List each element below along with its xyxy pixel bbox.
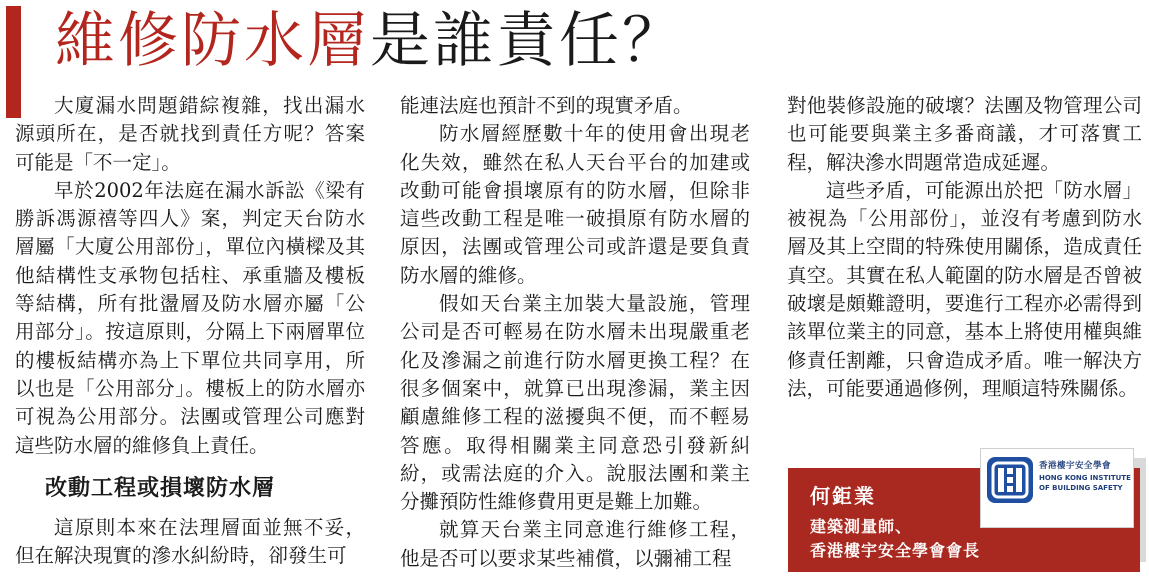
author-name: 何鉅業 — [810, 484, 876, 508]
institute-name — [1039, 461, 1131, 493]
paragraph: 假如天台業主加裝大量設施，管理公司是否可輕易在防水層未出現嚴重老化及滲漏之前進行防水層更換工程？在很多個案中，就算已出現滲漏，業主因顧慮維修工程的滋擾與不便，而不輕易答應。取得相關業主同意恐引發新糾紛，或需法庭的介入。說服法團和業主分攤預防性維修費用更是難上加難。 — [400, 292, 750, 514]
paragraph: 防水層經歷數十年的使用會出現老化失效，雖然在私人天台平台的加建或改動可能會損壞原有的防水層，但除非這些改動工程是唯一破損原有防水層的原因，法團或管理公司或許還是要負責防水層的維修。 — [400, 122, 750, 287]
paragraph: 大廈漏水問題錯綜複雜，找出漏水源頭所在，是否就找到責任方呢？答案可能是「不一定」。 — [15, 94, 365, 174]
paragraph: 這原則本來在法理層面並無不妥，但在解決現實的滲水糾紛時，卻發生可 — [15, 515, 365, 568]
institute-logo-card — [980, 448, 1134, 528]
institute-name-en-2: OF BUILDING SAFETY — [1039, 484, 1123, 492]
paragraph: 能連法庭也預計不到的現實矛盾。 — [400, 94, 693, 117]
institute-name-cn: 香港樓宇安全學會 — [1039, 461, 1112, 471]
paragraph: 這些矛盾，可能源出於把「防水層」被視為「公用部份」，並沒有考慮到防水層及其上空間的特殊使用關係，造成責任真空。其實在私人範圍的防水層是否曾被破壞是頗難證明，要進行工程亦必需得到該單位業主的同意，基本上將使用權與維修責任割離，只會造成矛盾。唯一解決方法，可能要通過修例，理順這特殊關係。 — [787, 178, 1142, 400]
author-title-line-2: 香港樓宇安全學會會長 — [810, 541, 981, 560]
paragraph: 對他裝修設施的破壞？法團及物管理公司也可能要與業主多番商議，才可落實工程，解決滲水問題常造成延遲。 — [787, 94, 1142, 174]
page-title — [55, 0, 685, 82]
author-title-line-1: 建築測量師、 — [810, 517, 913, 536]
section-subheading: 改動工程或損壞防水層 — [45, 475, 276, 501]
paragraph: 早於2002年法庭在漏水訴訟《梁有勝訴馮源禧等四人》案，判定天台防水層屬「大廈公用部份」，單位內橫樑及其他結構性支承物包括柱、承重牆及樓板等結構，所有批盪層及防水層亦屬「公用部分」。按這原則，分隔上下兩層單位的樓板結構亦為上下單位共同享用，所以也是「公用部分」。樓板上的防水層亦可視為公用部分。法團或管理公司應對這些防水層的維修負上責任。 — [15, 178, 365, 457]
title-part-red: 維修防水層 — [55, 6, 370, 76]
title-part-dark: 是誰責任？ — [370, 6, 685, 76]
building-safety-logo-icon — [987, 457, 1033, 503]
institute-name-en-1: HONG KONG INSTITUTE — [1039, 474, 1131, 482]
article-column-3 — [787, 92, 1142, 403]
article-column-1 — [15, 92, 365, 570]
article-column-2 — [400, 92, 750, 573]
paragraph: 就算天台業主同意進行維修工程，他是否可以要求某些補償，以彌補工程 — [400, 518, 750, 570]
